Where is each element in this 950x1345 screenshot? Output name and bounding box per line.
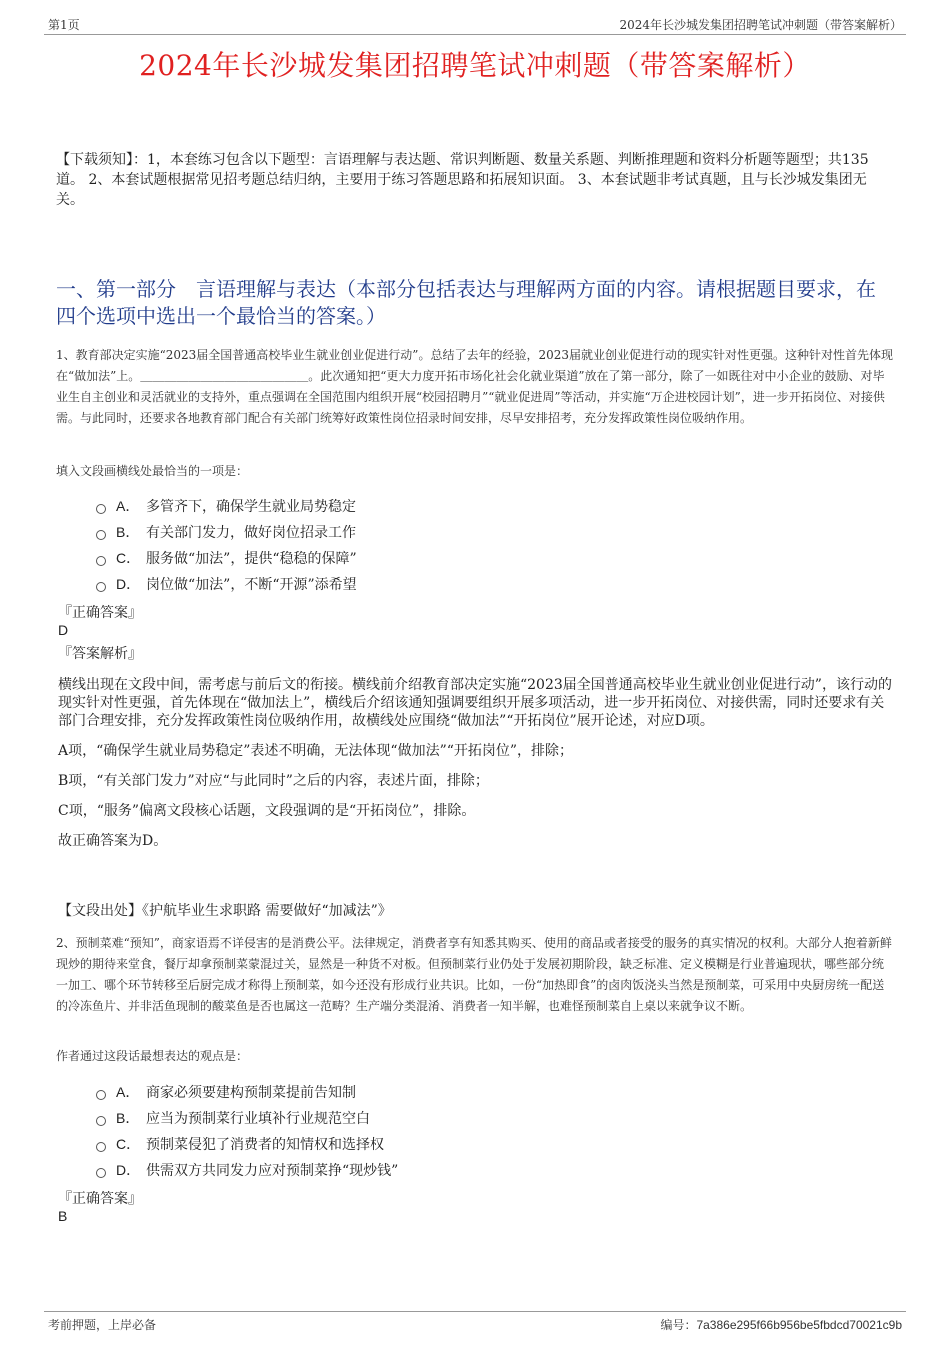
document-title: 2024年长沙城发集团招聘笔试冲刺题（带答案解析） <box>139 49 811 82</box>
option-d[interactable]: D． 供需双方共同发力应对预制菜挣“现炒钱” <box>96 1157 398 1183</box>
radio-icon[interactable] <box>96 1116 106 1126</box>
question-1-prompt: 填入文段画横线处最恰当的一项是： <box>56 464 249 478</box>
radio-icon[interactable] <box>96 1142 106 1152</box>
option-text: 有关部门发力，做好岗位招录工作 <box>146 525 356 541</box>
radio-icon[interactable] <box>96 1168 106 1178</box>
page-footer <box>44 1311 906 1334</box>
analysis-paragraph: B项，“有关部门发力”对应“与此同时”之后的内容，表述片面，排除； <box>58 773 489 789</box>
footer-code: 编号：7a386e295f66b956be5fbdcd70021c9b <box>660 1318 902 1332</box>
analysis-paragraph: C项，“服务”偏离文段核心话题，文段强调的是“开拓岗位”，排除。 <box>58 803 476 819</box>
text-source: 【文段出处】《护航毕业生求职路 需要做好“加减法”》 <box>58 903 392 919</box>
answer-analysis <box>58 676 894 862</box>
section-heading: 一、第一部分 言语理解与表达（本部分包括表达与理解两方面的内容。请根据题目要求，在四个选项中选出一个最恰当的答案。） <box>56 277 876 328</box>
option-d[interactable]: D． 岗位做“加法”，不断“开源”添希望 <box>96 571 357 597</box>
correct-answer: D <box>58 622 69 638</box>
question-2-text: 2、预制菜难“预知”，商家语焉不详侵害的是消费公平。法律规定，消费者享有知悉其购买、使用的商品或者接受的服务的真实情况的权利。大部分人抱着新鲜现炒的期待来堂食，餐厅却拿预制菜蒙混过关，显然是一种货不对板。但预制菜行业仍处于发展初期阶段，缺乏标准、定义模糊是行业普遍现状，哪些部分统一加工、哪个环节转移至后厨完成才称得上预制菜，如今还没有形成行业共识。比如，一份“加热即食”的卤肉饭浇头当然是预制菜，可采用中央厨房统一配送的冷冻鱼片、并非活鱼现制的酸菜鱼是否也属这一范畴？生产端分类混淆、消费者一知半解，也难怪预制菜自上桌以来就争议不断。 <box>56 936 892 1013</box>
option-text: 预制菜侵犯了消费者的知情权和选择权 <box>146 1137 384 1153</box>
correct-answer-label: 『正确答案』 <box>58 605 142 621</box>
option-text: 服务做“加法”，提供“稳稳的保障” <box>146 551 357 567</box>
radio-icon[interactable] <box>96 556 106 566</box>
radio-icon[interactable] <box>96 504 106 514</box>
option-a[interactable]: A． 商家必须要建构预制菜提前告知制 <box>96 1079 398 1105</box>
option-text: 多管齐下，确保学生就业局势稳定 <box>146 499 356 515</box>
question-1-options <box>96 493 357 597</box>
page-number: 第1页 <box>48 18 80 32</box>
question-2-prompt: 作者通过这段话最想表达的观点是： <box>56 1049 249 1063</box>
analysis-paragraph: 故正确答案为D。 <box>58 833 168 849</box>
correct-answer: B <box>58 1208 68 1224</box>
analysis-paragraph: A项，“确保学生就业局势稳定”表述不明确，无法体现“做加法”“开拓岗位”，排除； <box>58 743 574 759</box>
download-notice: 【下载须知】：1，本套练习包含以下题型：言语理解与表达题、常识判断题、数量关系题、判断推理题和资料分析题等题型；共135道。 2、本套试题根据常见招考题总结归纳，主要用于练习答题思路和拓展知识面。 3、本套试题非考试真题，且与长沙城发集团无关。 <box>56 152 869 208</box>
correct-answer-label: 『正确答案』 <box>58 1191 142 1207</box>
question-2-options <box>96 1079 398 1183</box>
radio-icon[interactable] <box>96 1090 106 1100</box>
option-text: 供需双方共同发力应对预制菜挣“现炒钱” <box>146 1163 399 1179</box>
analysis-label: 『答案解析』 <box>58 646 142 662</box>
page-header <box>44 14 906 35</box>
radio-icon[interactable] <box>96 530 106 540</box>
option-text: 岗位做“加法”，不断“开源”添希望 <box>146 577 357 593</box>
option-text: 商家必须要建构预制菜提前告知制 <box>146 1085 356 1101</box>
header-doc-title: 2024年长沙城发集团招聘笔试冲刺题（带答案解析） <box>619 18 902 32</box>
footer-slogan: 考前押题，上岸必备 <box>48 1318 157 1332</box>
question-1-text: 1、教育部决定实施“2023届全国普通高校毕业生就业创业促进行动”。总结了去年的经验，2023届就业创业促进行动的现实针对性更强。这种针对性首先体现在“做加法”上。＿＿＿＿＿＿＿＿＿＿＿＿＿＿。此次通知把“更大力度开拓市场化社会化就业渠道”放在了第一部分，除了一如既往对中小企业的鼓励、对毕业生自主创业和灵活就业的支持外，重点强调在全国范围内组织开展“校园招聘月”“就业促进周”等活动，并实施“万企进校园计划”，进一步开拓岗位、对接供需。与此同时，还要求各地教育部门配合有关部门统筹好政策性岗位招录时间安排，尽早安排招考，充分发挥政策性岗位吸纳作用。 <box>56 348 893 425</box>
radio-icon[interactable] <box>96 582 106 592</box>
option-text: 应当为预制菜行业填补行业规范空白 <box>146 1111 370 1127</box>
option-c[interactable]: C． 服务做“加法”，提供“稳稳的保障” <box>96 545 357 571</box>
option-a[interactable]: A． 多管齐下，确保学生就业局势稳定 <box>96 493 357 519</box>
analysis-paragraph: 横线出现在文段中间，需考虑与前后文的衔接。横线前介绍教育部决定实施“2023届全国普通高校毕业生就业创业促进行动”，该行动的现实针对性更强，首先体现在“做加法上”，横线后介绍该通知强调要组织开展多项活动，进一步开拓岗位、对接供需，同时还要求有关部门合理安排，充分发挥政策性岗位吸纳作用，故横线处应围绕“做加法”“开拓岗位”展开论述，对应D项。 <box>58 677 892 729</box>
option-b[interactable]: B． 有关部门发力，做好岗位招录工作 <box>96 519 357 545</box>
option-c[interactable]: C． 预制菜侵犯了消费者的知情权和选择权 <box>96 1131 398 1157</box>
option-b[interactable]: B． 应当为预制菜行业填补行业规范空白 <box>96 1105 398 1131</box>
